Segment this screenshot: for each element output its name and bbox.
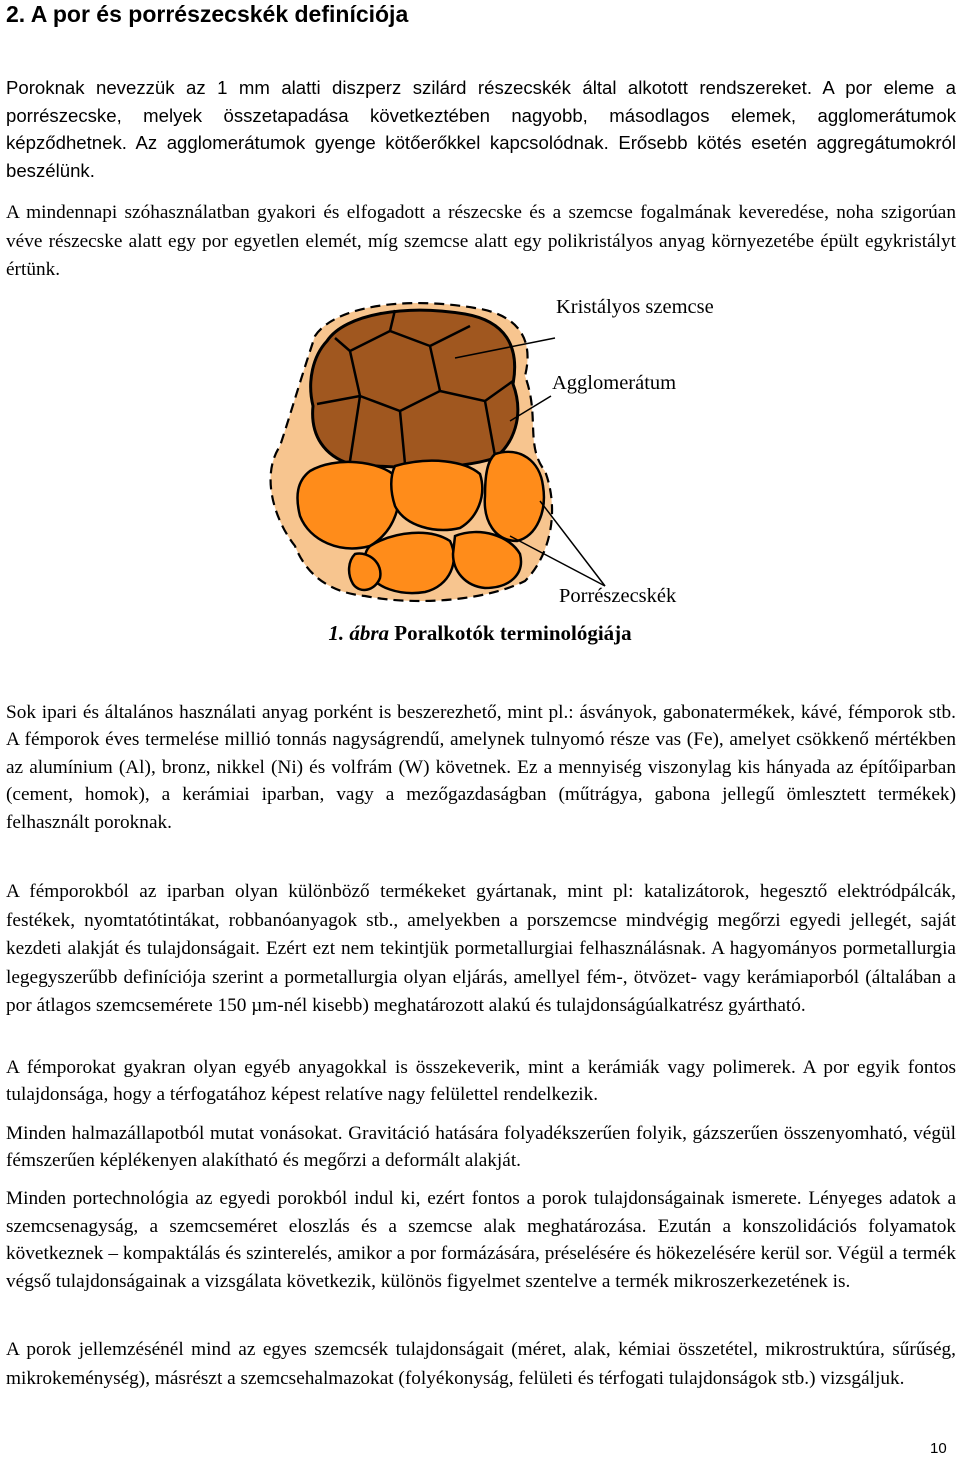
crystal-grain [311,310,518,467]
section-heading: 2. A por és porrészecskék definíciója [6,1,409,27]
label-crystalline-grain: Kristályos szemcse [556,296,714,318]
label-powder-particles: Porrészecskék [559,585,677,607]
paragraph-technology: Minden portechnológia az egyedi porokból indul ki, ezért fontos a porok tulajdonságainak ismerete. Lényeges adatok a szemcsenagyság, a szemcseméret eloszlás és a szemcse alak meghatározása. Ezután a konszolidációs folyamatok következnek – kompaktálás és szinterelés, amikor a por formázására, préselésére és hökezelésére kerül sor. Végül a termék végső tulajdonságainak a vizsgálata következik, különös figyelmet szentelve a termék mikroszerkezetének is. [6,1188,956,1292]
paragraph-characterization: A porok jellemzésénél mind az egyes szemcsék tulajdonságait (méret, alak, kémiai összetétel, mikrostruktúra, sűrűség, mikrokeménység), másrészt a szemcsehalmazokat (folyékonyság, felületi és térfogati tulajdonságok stb.) vizsgáljuk. [6,1339,956,1389]
caption-text: Poralkotók terminológiája [389,621,632,645]
paragraph-definition: Poroknak nevezzük az 1 mm alatti diszperz szilárd részecskék által alkotott rendszereket. A por eleme a porrészecske, melyek összetapadása következtében nagyobb, másodlagos elemek, agglomerátumok képződhetnek. Az agglomerátumok gyenge kötőerőkkel kapcsolódnak. Erősebb kötés esetén aggregátumokról beszélünk. [6,77,956,181]
powder-particle [391,461,482,530]
paragraph-states: Minden halmazállapotból mutat vonásokat. Gravitáció hatására folyadékszerűen folyik, gázszerűen összenyomható, végül fémszerűen képlékenyen alakítható és megőrzi a deformált alakját. [6,1123,956,1172]
paragraph-mixing: A fémporokat gyakran olyan egyéb anyagokkal is összekeverik, mint a kerámiák vagy polimerek. A por egyik fontos tulajdonsága, hogy a térfogatához képest relatíve nagy felülettel rendelkezik. [6,1057,956,1106]
powder-terminology-figure [255,296,715,608]
label-agglomerate: Agglomerátum [552,372,677,394]
powder-particle [297,462,398,548]
caption-number: 1. ábra [328,621,390,645]
paragraph-powder-metallurgy: A fémporokból az iparban olyan különböző termékeket gyártanak, mint pl: katalizátorok, hegesztő elektródpálcák, festékek, nyomtatótintákat, robbanóanyagok stb., amelyekben a porszemcse mindvégig megőrzi egyedi jellegét, saját kezdeti alakját és tulajdonságait. Ezért ezt nem tekintjük pormetallurgiai felhasználásnak. A hagyományos pormetallurgia legegyszerűbb definíciója szerint a pormetallurgia olyan eljárás, amellyel fém-, ötvözet- vagy kerámiaporból (általában a por átlagos szemcsemérete 150 µm-nél kisebb) meghatározott alakú és tulajdonságúalkatrész gyártható. [6,881,956,1017]
paragraph-particle-vs-grain: A mindennapi szóhasználatban gyakori és elfogadott a részecske és a szemcse fogalmának keveredése, noha szigorúan véve részecske alatt egy por egyetlen elemét, míg szemcse alatt egy polikristályos anyag környezetébe épült egykristályt értünk. [6,202,956,280]
figure-caption [0,618,960,648]
powder-particle [485,452,544,541]
paragraph-industrial-uses: Sok ipari és általános használati anyag porként is beszerezhető, mint pl.: ásványok, gabonatermékek, kávé, fémporok stb. A fémporok éves termelése millió tonnás nagyságrendű, amelynek tulnyomó része vas (Fe), amelyet csökkenő mértékben az alumínium (Al), bronz, nikkel (Ni) és volfrám (W) követnek. Ez a mennyiség viszonylag kis hányada az építőiparban (cement, homok), a kerámiai iparban, vagy a mezőgazdaságban (műtrágya, gabona jellegű ömlesztett termékek) felhasznált poroknak. [6,702,956,833]
page-number: 10 [930,1440,947,1457]
